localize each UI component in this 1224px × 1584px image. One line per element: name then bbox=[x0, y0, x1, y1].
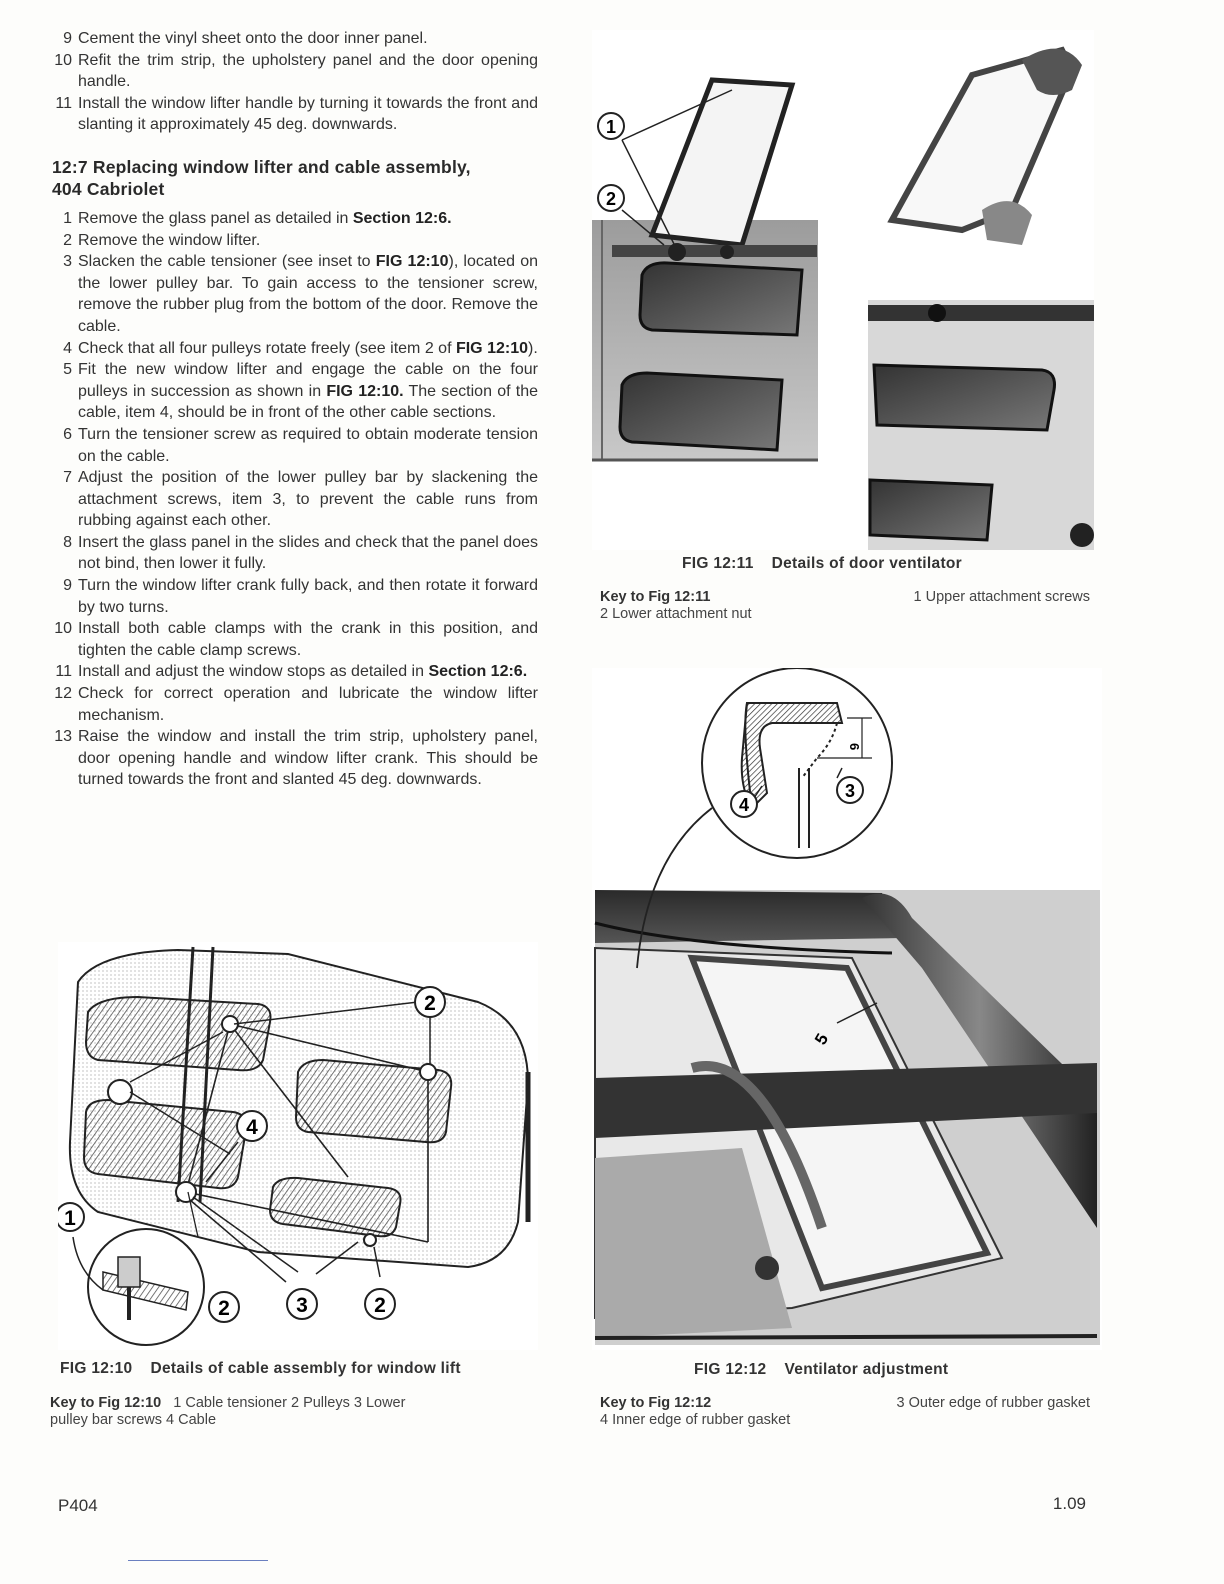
callout-1 bbox=[598, 113, 624, 139]
svg-text:3: 3 bbox=[296, 1294, 308, 1317]
door-ventilator-photos bbox=[592, 30, 1094, 550]
procedure-step: 11 Install and adjust the window stops as detailed in Section 12:6. bbox=[55, 663, 528, 681]
procedure-step: 1 Remove the glass panel as detailed in Section 12:6. bbox=[63, 209, 452, 227]
procedure-step: 9 Turn the window lifter crank fully back, and then rotate it forward by two turns. bbox=[63, 577, 538, 616]
intro-step: 9 Cement the vinyl sheet onto the door inner panel. bbox=[63, 30, 428, 47]
svg-text:4: 4 bbox=[738, 795, 750, 815]
fig-12-11-photo bbox=[592, 30, 1094, 550]
procedure-step: 5 Fit the new window lifter and engage the cable on the four pulleys in succession as shown in FIG 12:10. The section of the cable, item 4, should be in front of the other cable sections. bbox=[63, 361, 538, 422]
procedure-step: 7 Adjust the position of the lower pulley bar by slackening the attachment screws, item 3, to prevent the cable runs from rubbing against each other. bbox=[63, 469, 538, 530]
dimension-5-label: 5 bbox=[811, 1030, 833, 1048]
intro-step: 11 Install the window lifter handle by turning it towards the front and slanting it approximately 45 deg. downwards. bbox=[55, 94, 538, 134]
section-heading-line1: 12:7 Replacing window lifter and cable assembly, bbox=[52, 156, 471, 177]
procedure-step: 8 Insert the glass panel in the slides and check that the panel does not bind, then lower it fully. bbox=[63, 533, 538, 573]
fig-12-11-caption: FIG 12:11 Details of door ventilator bbox=[682, 555, 963, 572]
left-column bbox=[52, 28, 538, 791]
procedure-step: 13 Raise the window and install the trim strip, upholstery panel, door opening handle and window lifter crank. This should be turned towards the front and slanted 45 deg. downwards. bbox=[54, 728, 538, 789]
dimension-6-label: 6 bbox=[847, 743, 862, 751]
fig-12-10-illustration bbox=[58, 942, 538, 1350]
procedure-steps bbox=[52, 208, 538, 791]
intro-steps bbox=[52, 28, 538, 136]
callout-2-bottom-left bbox=[209, 1292, 239, 1322]
svg-text:2: 2 bbox=[424, 992, 436, 1015]
page-number: 1.09 bbox=[1052, 1494, 1086, 1513]
callout-3 bbox=[287, 1289, 317, 1319]
svg-text:2: 2 bbox=[374, 1294, 386, 1317]
fig-12-12-photo bbox=[592, 668, 1102, 1350]
intro-step: 10 Refit the trim strip, the upholstery panel and the door opening handle. bbox=[54, 51, 538, 91]
procedure-step: 6 Turn the tensioner screw as required to obtain moderate tension on the cable. bbox=[63, 425, 538, 465]
procedure-step: 3 Slacken the cable tensioner (see inset to FIG 12:10), located on the lower pulley bar. To gain access to the tensioner screw, remove the rubber plug from the bottom of the door. Remove the cable. bbox=[63, 253, 538, 335]
callout-1 bbox=[58, 1203, 84, 1231]
svg-text:1: 1 bbox=[605, 117, 617, 137]
procedure-step: 4 Check that all four pulleys rotate freely (see item 2 of FIG 12:10). bbox=[63, 339, 538, 357]
footer-rule bbox=[128, 1560, 268, 1561]
procedure-step: 2 Remove the window lifter. bbox=[63, 231, 261, 249]
ventilator-adjustment-diagram bbox=[592, 668, 1102, 1350]
door-cable-diagram bbox=[58, 942, 538, 1350]
callout-3 bbox=[837, 777, 863, 803]
callout-2-top bbox=[415, 987, 445, 1017]
procedure-step: 10 Install both cable clamps with the crank in this position, and tighten the cable clamp screws. bbox=[54, 620, 538, 659]
fig-12-12-key: Key to Fig 12:12 3 Outer edge of rubber gasket 4 Inner edge of rubber gasket bbox=[600, 1395, 1090, 1428]
svg-text:1: 1 bbox=[64, 1207, 76, 1230]
callout-4 bbox=[731, 791, 757, 817]
callout-4 bbox=[237, 1111, 267, 1141]
fig-12-10-key: Key to Fig 12:10 1 Cable tensioner 2 Pulleys 3 Lower pulley bar screws 4 Cable bbox=[50, 1395, 406, 1428]
procedure-step: 12 Check for correct operation and lubricate the window lifter mechanism. bbox=[54, 685, 538, 724]
footer-model: P404 bbox=[58, 1496, 98, 1515]
callout-2 bbox=[598, 185, 624, 211]
svg-text:2: 2 bbox=[218, 1297, 230, 1320]
fig-12-10-caption: FIG 12:10 Details of cable assembly for window lift bbox=[60, 1360, 461, 1377]
section-heading-line2: 404 Cabriolet bbox=[52, 178, 165, 199]
svg-text:3: 3 bbox=[844, 781, 856, 801]
callout-2-bottom-right bbox=[365, 1289, 395, 1319]
fig-12-11-key: Key to Fig 12:11 1 Upper attachment screws 2 Lower attachment nut bbox=[600, 589, 1090, 622]
section-heading bbox=[52, 156, 538, 200]
svg-text:4: 4 bbox=[246, 1116, 258, 1139]
svg-text:2: 2 bbox=[605, 189, 617, 209]
fig-12-12-caption: FIG 12:12 Ventilator adjustment bbox=[694, 1361, 949, 1378]
